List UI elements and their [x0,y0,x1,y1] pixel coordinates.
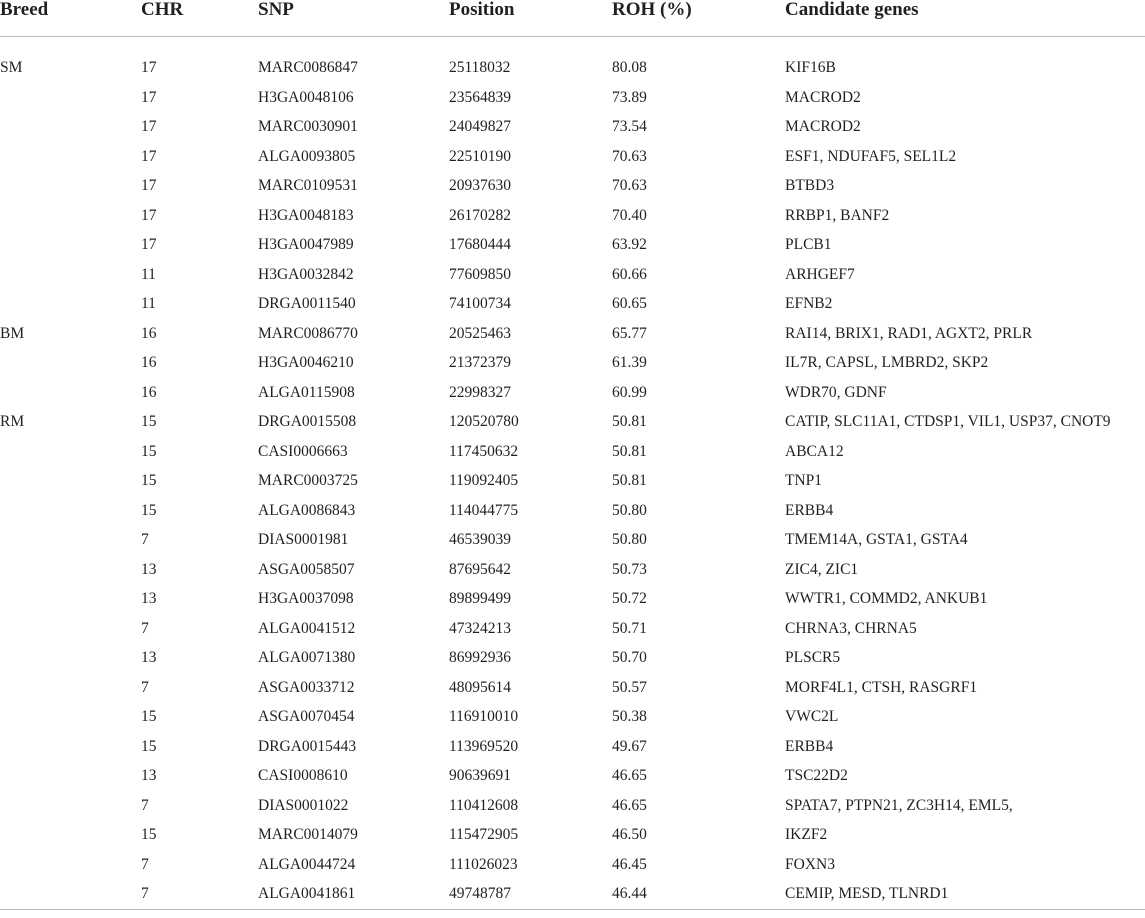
cell-roh-percent: 49.67 [612,737,647,755]
cell-breed [0,437,141,467]
cell-chr: 7 [141,879,258,909]
cell-breed [0,260,141,290]
cell-breed [0,83,141,113]
cell-breed [0,791,141,821]
cell-candidate-genes: ARHGEF7 [785,265,855,283]
table-row [0,614,1145,644]
table-row [0,791,1145,821]
cell-roh-percent: 50.71 [612,619,647,637]
cell-position: 116910010 [449,708,519,725]
cell-breed [0,702,141,732]
cell-snp: MARC0109531 [258,177,358,194]
cell-chr: 15 [141,826,157,843]
table-row [0,850,1145,880]
cell-breed [0,142,141,172]
table-row [0,879,1145,909]
cell-roh-percent: 46.65 [612,767,647,784]
cell-breed [0,820,141,850]
cell-position: 87695642 [449,560,511,578]
cell-breed [0,201,141,231]
cell-roh-percent: 50.73 [612,560,647,578]
table-row [0,673,1145,703]
cell-roh-percent: 65.77 [612,324,647,342]
cell-roh-percent: 70.63 [612,177,647,194]
cell-roh-percent: 50.70 [612,649,647,666]
cell-position: 26170282 [449,206,511,224]
header-snp: SNP [258,0,449,37]
cell-snp: ALGA0041512 [258,619,356,637]
cell-candidate-genes: IL7R, CAPSL, LMBRD2, SKP2 [785,354,989,371]
cell-snp: ASGA0033712 [258,678,355,696]
cell-chr: 7 [141,855,149,873]
cell-roh-percent: 60.99 [612,383,647,401]
cell-roh-percent: 80.08 [612,59,647,76]
cell-position: 24049827 [449,118,511,135]
cell-chr: 17 [141,59,157,76]
cell-candidate-genes: MORF4L1, CTSH, RASGRF1 [785,678,978,696]
cell-snp: H3GA0048106 [258,88,354,106]
cell-roh-percent: 50.81 [612,413,647,430]
cell-roh-percent: 50.81 [612,442,647,460]
cell-position: 46539039 [449,531,511,548]
cell-chr: 13 [141,560,157,578]
cell-roh-percent: 60.65 [612,295,647,312]
cell-snp: MARC0086847 [258,59,358,76]
cell-chr: 15 [141,737,157,755]
cell-breed [0,230,141,260]
cell-breed [0,348,141,378]
cell-breed [0,584,141,614]
cell-breed [0,614,141,644]
cell-chr: 16 [141,354,157,371]
cell-snp: ALGA0044724 [258,855,356,873]
cell-chr: 15 [141,501,157,519]
cell-roh-percent: 70.40 [612,206,647,224]
table-row [0,555,1145,585]
cell-position: 120520780 [449,413,519,430]
cell-snp: H3GA0032842 [258,265,354,283]
cell-breed [0,673,141,703]
table-body [0,37,1145,910]
cell-position: 90639691 [449,767,511,784]
cell-breed: RM [0,413,25,430]
cell-snp: ALGA0093805 [258,147,356,165]
table-row [0,437,1145,467]
cell-candidate-genes: WDR70, GDNF [785,383,887,401]
table-row [0,37,1145,83]
cell-candidate-genes: PLSCR5 [785,649,841,666]
cell-candidate-genes: RRBP1, BANF2 [785,206,890,224]
header-roh-percent: ROH (%) [612,0,785,37]
cell-chr: 15 [141,708,157,725]
cell-candidate-genes: SPATA7, PTPN21, ZC3H14, EML5, [785,796,1013,814]
cell-snp: CASI0008610 [258,767,348,784]
cell-breed [0,171,141,201]
cell-chr: 7 [141,619,149,637]
header-breed: Breed [0,0,141,37]
cell-chr: 7 [141,531,149,548]
cell-roh-percent: 46.44 [612,879,785,909]
cell-roh-percent: 70.63 [612,147,647,165]
cell-roh-percent: 50.81 [612,472,647,489]
cell-candidate-genes: ZIC4, ZIC1 [785,560,859,578]
cell-candidate-genes: TMEM14A, GSTA1, GSTA4 [785,531,968,548]
header-chr: CHR [141,0,258,37]
cell-roh-percent: 50.80 [612,501,647,519]
cell-position: 22510190 [449,147,511,165]
cell-snp: MARC0030901 [258,118,358,135]
cell-candidate-genes: TNP1 [785,472,823,489]
table-row [0,112,1145,142]
cell-candidate-genes: WWTR1, COMMD2, ANKUB1 [785,590,988,607]
cell-snp: H3GA0047989 [258,236,354,253]
cell-breed: BM [0,324,25,342]
cell-snp: ASGA0070454 [258,708,355,725]
table-row [0,496,1145,526]
cell-breed [0,761,141,791]
cell-candidate-genes: RAI14, BRIX1, RAD1, AGXT2, PRLR [785,324,1033,342]
cell-snp: ALGA0071380 [258,649,356,666]
cell-roh-percent: 46.65 [612,796,647,814]
cell-chr: 13 [141,590,157,607]
header-row [0,0,1145,37]
cell-position: 86992936 [449,649,511,666]
cell-chr: 17 [141,177,157,194]
cell-chr: 13 [141,767,157,784]
table-row [0,761,1145,791]
cell-candidate-genes: IKZF2 [785,826,828,843]
header-candidate-genes: Candidate genes [785,0,1145,37]
cell-breed [0,112,141,142]
cell-breed [0,555,141,585]
cell-chr: 17 [141,236,157,253]
cell-breed [0,525,141,555]
cell-candidate-genes: ERBB4 [785,501,834,519]
cell-candidate-genes: CHRNA3, CHRNA5 [785,619,917,637]
cell-snp: ASGA0058507 [258,560,355,578]
cell-position: 47324213 [449,619,511,637]
cell-breed: SM [0,59,23,76]
cell-roh-percent: 73.89 [612,88,647,106]
cell-breed [0,289,141,319]
cell-position: 115472905 [449,826,519,843]
cell-snp: DIAS0001022 [258,796,349,814]
cell-roh-percent: 46.45 [612,855,647,873]
cell-roh-percent: 50.57 [612,678,647,696]
cell-breed [0,879,141,909]
cell-chr: 17 [141,118,157,135]
cell-roh-percent: 61.39 [612,354,647,371]
cell-candidate-genes: PLCB1 [785,236,832,253]
cell-snp: DRGA0015508 [258,413,357,430]
cell-snp: ALGA0115908 [258,383,355,401]
table-row [0,289,1145,319]
cell-chr: 15 [141,413,157,430]
cell-snp: H3GA0037098 [258,590,354,607]
cell-candidate-genes: ERBB4 [785,737,834,755]
table-row [0,171,1145,201]
cell-candidate-genes: MACROD2 [785,88,861,106]
cell-candidate-genes: VWC2L [785,708,839,725]
cell-position: 21372379 [449,354,511,371]
cell-candidate-genes: ABCA12 [785,442,844,460]
cell-position: 20937630 [449,177,511,194]
cell-position: 114044775 [449,501,519,519]
cell-roh-percent: 50.38 [612,708,647,725]
cell-snp: DRGA0015443 [258,737,357,755]
cell-candidate-genes: TSC22D2 [785,767,848,784]
cell-snp: DIAS0001981 [258,531,349,548]
cell-position: 117450632 [449,442,519,460]
cell-roh-percent: 63.92 [612,236,647,253]
cell-snp: ALGA0041861 [258,879,449,909]
cell-breed [0,496,141,526]
cell-roh-percent: 50.80 [612,531,647,548]
cell-snp: ALGA0086843 [258,501,356,519]
cell-roh-percent: 60.66 [612,265,647,283]
cell-position: 74100734 [449,295,511,312]
table-row [0,230,1145,260]
cell-breed [0,850,141,880]
cell-candidate-genes: CATIP, SLC11A1, CTDSP1, VIL1, USP37, CNOT9 [785,413,1111,430]
cell-snp: MARC0086770 [258,324,358,342]
cell-snp: H3GA0048183 [258,206,354,224]
cell-candidate-genes: ESF1, NDUFAF5, SEL1L2 [785,147,957,165]
table-header [0,0,1145,37]
cell-roh-percent: 50.72 [612,590,647,607]
cell-breed [0,466,141,496]
table-row [0,732,1145,762]
cell-chr: 17 [141,206,157,224]
cell-chr: 15 [141,442,157,460]
table-row [0,525,1145,555]
cell-candidate-genes: BTBD3 [785,177,835,194]
cell-chr: 11 [141,265,156,283]
cell-snp: CASI0006663 [258,442,348,460]
cell-snp: H3GA0046210 [258,354,354,371]
table-row [0,466,1145,496]
cell-position: 77609850 [449,265,511,283]
cell-position: 22998327 [449,383,511,401]
cell-position: 119092405 [449,472,519,489]
cell-candidate-genes: KIF16B [785,59,836,76]
cell-candidate-genes: EFNB2 [785,295,833,312]
cell-chr: 11 [141,295,156,312]
table-row [0,348,1145,378]
cell-chr: 16 [141,324,157,342]
cell-chr: 16 [141,383,157,401]
cell-chr: 17 [141,147,157,165]
cell-snp: MARC0003725 [258,472,358,489]
cell-position: 25118032 [449,59,511,76]
cell-position: 89899499 [449,590,511,607]
cell-roh-percent: 46.50 [612,826,647,843]
table-row [0,584,1145,614]
cell-chr: 13 [141,649,157,666]
cell-chr: 7 [141,796,149,814]
cell-position: 111026023 [449,855,518,873]
cell-breed [0,378,141,408]
table-row [0,201,1145,231]
table-row [0,260,1145,290]
cell-chr: 15 [141,472,157,489]
cell-candidate-genes: MACROD2 [785,118,861,135]
cell-position: 23564839 [449,88,511,106]
cell-breed [0,643,141,673]
table-row [0,142,1145,172]
table-row [0,319,1145,349]
table-row [0,643,1145,673]
cell-position: 49748787 [449,879,612,909]
cell-position: 48095614 [449,678,511,696]
table-row [0,83,1145,113]
cell-candidate-genes: FOXN3 [785,855,835,873]
cell-roh-percent: 73.54 [612,118,647,135]
cell-breed [0,732,141,762]
cell-candidate-genes: CEMIP, MESD, TLNRD1 [785,879,1145,909]
table-row [0,407,1145,437]
header-position: Position [449,0,612,37]
cell-position: 110412608 [449,796,519,814]
cell-snp: MARC0014079 [258,826,358,843]
cell-position: 17680444 [449,236,511,253]
cell-position: 20525463 [449,324,511,342]
cell-position: 113969520 [449,737,519,755]
table-row [0,378,1145,408]
table-row [0,702,1145,732]
cell-chr: 17 [141,88,157,106]
cell-snp: DRGA0011540 [258,295,356,312]
table-row [0,820,1145,850]
cell-chr: 7 [141,678,149,696]
